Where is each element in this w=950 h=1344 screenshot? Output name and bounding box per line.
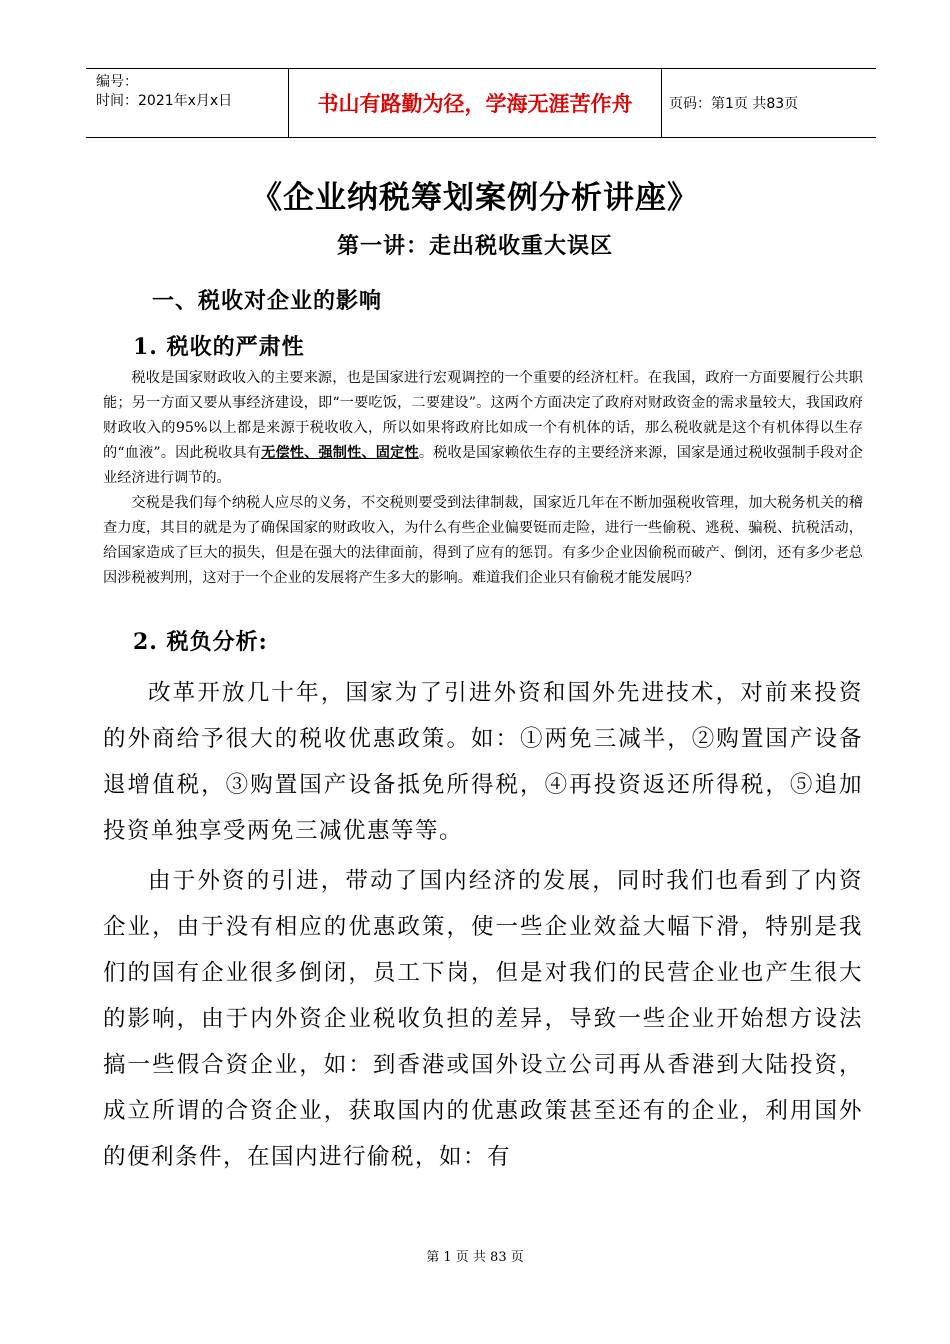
paragraph-4: 由于外资的引进，带动了国内经济的发展，同时我们也看到了内资企业，由于没有相应的优惠政策，使一些企业效益大幅下滑，特别是我们的国有企业很多倒闭，员工下岗，但是对我们的民营企业也产生很大的影响，由于内外资企业税收负担的差异，导致一些企业开始想方设法搞一些假合资企业，如：到香港或国外设立公司再从香港到大陆投资，成立所谓的合资企业，获取国内的优惠政策甚至还有的企业，利用国外的便利条件，在国内进行偷税，如：有 — [103, 868, 863, 1170]
header-meta — [96, 73, 286, 111]
page-footer: 第 1 页 共 83 页 — [426, 1250, 524, 1265]
time-label: 时间：2021年x月x日 — [96, 93, 233, 109]
section-heading-1-1: 1. 税收的严肃性 — [133, 334, 305, 360]
paragraph-2: 交税是我们每个纳税人应尽的义务，不交税则要受到法律制裁，国家近几年在不断加强税收管理，加大税务机关的稽查力度，其目的就是为了确保国家的财政收入，为什么有些企业偏要铤而走险，进行一些偷税、逃税、骗税、抗税活动，给国家造成了巨大的损失，但是在强大的法律面前，得到了应有的惩罚。有多少企业因偷税而破产、倒闭，还有多少老总因涉税被判刑，这对于一个企业的发展将产生多大的影响。难道我们企业只有偷税才能发展吗？ — [103, 495, 863, 586]
document-subtitle: 第一讲：走出税收重大误区 — [336, 233, 613, 259]
section-heading-1-2: 2. 税负分析: — [133, 629, 268, 655]
paragraph-1-tail: 。税收是国家赖依生存的主要经济来源，国家是通过税收强制手段对企业经济进行调节的。 — [103, 445, 863, 486]
paragraph-3: 改革开放几十年，国家为了引进外资和国外先进技术，对前来投资的外商给予很大的税收优惠政策。如：①两免三减半，②购置国产设备退增值税，③购置国产设备抵免所得税，④再投资返还所得税，⑤追加投资单独享受两免三减优惠等等。 — [103, 680, 863, 844]
paragraph-1-emphasis: 无偿性、强制性、固定性 — [261, 445, 419, 461]
header-motto: 书山有路勤为径，学海无涯苦作舟 — [288, 69, 662, 137]
section-heading-1: 一、税收对企业的影响 — [152, 288, 383, 314]
paragraph-1-text: 税收是国家财政收入的主要来源，也是国家进行宏观调控的一个重要的经济杠杆。在我国，政府一方面要履行公共职能；另一方面又要从事经济建设，即“一要吃饭，二要建设”。这两个方面决定了政府对财政资金的需求量较大，我国政府财政收入的95%以上都是来源于税收收入，所以如果将政府比如成一个有机体的话，那么税收就是这个有机体得以生存的“血液”。因此税收具有 — [103, 370, 863, 461]
page-header — [86, 68, 876, 138]
paragraph-1 — [103, 366, 863, 491]
number-label: 编号： — [96, 74, 138, 90]
header-page-info: 页码：第1页 共83页 — [669, 96, 799, 112]
document-title: 《企业纳税筹划案例分析讲座》 — [251, 180, 699, 216]
